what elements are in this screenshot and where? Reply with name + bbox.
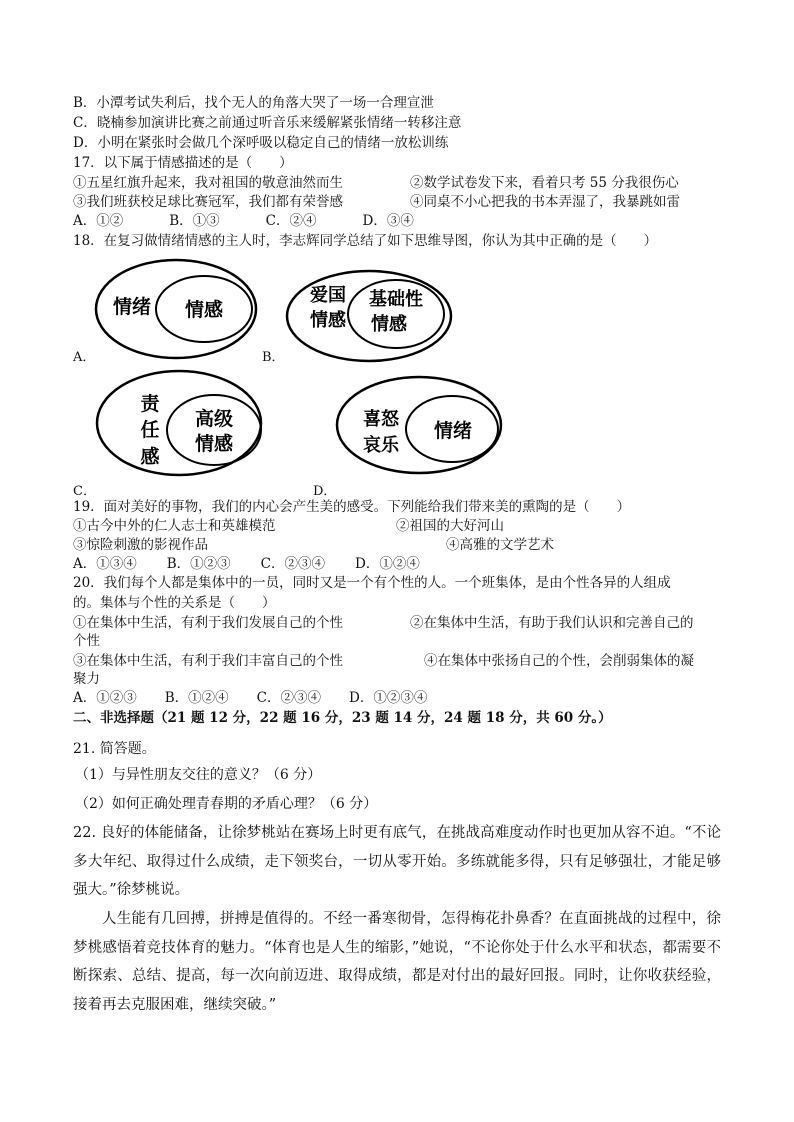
q21-stem: 21. 简答题。 bbox=[73, 741, 156, 757]
q19-item-1: ①古今中外的仁人志士和英雄模范 bbox=[73, 518, 276, 534]
q20-item-4: ④在集体中张扬自己的个性，会削弱集体的凝 bbox=[424, 653, 694, 669]
q19-option-c: C．②③④ bbox=[260, 556, 326, 572]
q17-item-row2 bbox=[73, 193, 680, 211]
q20-option-c: C．②③④ bbox=[256, 690, 322, 706]
q20-stem-line2: 的。集体与个性的关系是（ ） bbox=[73, 595, 276, 611]
q19-option-d: D．①②④ bbox=[355, 556, 420, 572]
q17-item-4: ④同桌不小心把我的书本弄湿了，我暴跳如雷 bbox=[410, 194, 680, 210]
q17-option-a: A．①② bbox=[73, 213, 124, 229]
section-2-title: 二、非选择题（21 题 12 分，22 题 16 分，23 题 14 分，24 题 18 分，共 60 分。） bbox=[73, 710, 612, 726]
q17-option-d: D．③④ bbox=[362, 213, 414, 229]
q16-option-b: B．小潭考试失利后，找个无人的角落大哭了一场一合理宣泄 bbox=[73, 95, 434, 111]
q18-stem: 18．在复习做情绪情感的主人时，李志辉同学总结了如下思维导图，你认为其中正确的是（ ） bbox=[73, 233, 658, 249]
diagram-d-outer-circle bbox=[337, 377, 501, 473]
q19-item-3: ③惊险刺激的影视作品 bbox=[73, 537, 208, 553]
q19-options bbox=[73, 555, 450, 573]
diagram-c-inner-label-1: 高级 bbox=[194, 408, 234, 430]
q17-item-row1 bbox=[73, 174, 679, 192]
q17-item-2: ②数学试卷发下来，看着只考 55 分我很伤心 bbox=[410, 175, 679, 191]
q20-item-row1 bbox=[73, 614, 694, 632]
diagram-c-outer-label-3: 感 bbox=[140, 446, 160, 468]
diagram-d bbox=[333, 374, 505, 476]
diagram-d-outer-label-1: 喜怒 bbox=[363, 409, 399, 430]
q17-option-c: C．②④ bbox=[265, 213, 317, 229]
diagram-c-outer-label-1: 责 bbox=[140, 393, 160, 415]
diagram-b-inner-label-1: 基础性 bbox=[369, 289, 423, 310]
diagram-b-inner-label-2: 情感 bbox=[371, 314, 407, 335]
diagram-b-outer-label-1: 爱国 bbox=[310, 285, 346, 306]
q22-paragraph-1: 22. 良好的体能储备，让徐梦桃站在赛场上时更有底气，在挑战高难度动作时也更加从容不迫。“不论多大年纪、取得过什么成绩，走下领奖台，一切从零开始。多练就能多得，只有足够强壮，才能足够强大。”徐梦桃说。 bbox=[73, 825, 721, 898]
q17-option-b: B．①③ bbox=[169, 213, 220, 229]
diagram-c-inner-label-2: 情感 bbox=[194, 433, 234, 455]
q19-stem: 19．面对美好的事物，我们的内心会产生美的感受。下列能给我们带来美的熏陶的是（ ） bbox=[73, 499, 631, 515]
q17-item-3: ③我们班获校足球比赛冠军，我们都有荣誉感 bbox=[73, 194, 343, 210]
q20-stem-line1: 20．我们每个人都是集体中的一员，同时又是一个有个性的人。一个班集体，是由个性各异的人组成 bbox=[73, 575, 671, 591]
q20-item-4-cont: 聚力 bbox=[73, 671, 100, 687]
diagram-c bbox=[93, 368, 265, 478]
q21-sub-2: （2）如何正确处理青春期的矛盾心理？（6 分） bbox=[75, 796, 378, 812]
diagram-d-outer-label-2: 哀乐 bbox=[363, 435, 399, 456]
q20-item-row2 bbox=[73, 652, 694, 670]
q20-item-3: ③在集体中生活，有利于我们丰富自己的个性 bbox=[73, 653, 343, 669]
diagram-b-letter: B． bbox=[262, 350, 285, 365]
diagram-a-inner-label: 情感 bbox=[184, 299, 224, 321]
q17-item-1: ①五星红旗升起来，我对祖国的敬意油然而生 bbox=[73, 175, 343, 191]
diagram-b bbox=[283, 268, 455, 366]
q20-option-b: B．①②④ bbox=[164, 690, 229, 706]
q16-option-d: D．小明在紧张时会做几个深呼吸以稳定自己的情绪一放松训练 bbox=[73, 135, 449, 151]
q20-item-2: ②在集体中生活，有助于我们认识和完善自己的 bbox=[410, 615, 694, 631]
diagram-c-outer-label-2: 任 bbox=[140, 419, 160, 441]
diagram-c-letter: C． bbox=[73, 484, 96, 499]
q20-option-a: A．①②③ bbox=[73, 690, 137, 706]
q20-option-d: D．①②③④ bbox=[349, 690, 428, 706]
diagram-c-outer-circle bbox=[97, 371, 261, 475]
q20-item-2-cont: 个性 bbox=[73, 633, 100, 649]
q20-options bbox=[73, 689, 473, 707]
q19-option-a: A．①③④ bbox=[73, 556, 137, 572]
q20-item-1: ①在集体中生活，有利于我们发展自己的个性 bbox=[73, 615, 343, 631]
q17-stem: 17．以下属于情感描述的是（ ） bbox=[73, 155, 293, 171]
diagram-a-outer-label: 情绪 bbox=[112, 296, 152, 318]
q16-option-c: C．晓楠参加演讲比赛之前通过听音乐来缓解紧张情绪一转移注意 bbox=[73, 115, 462, 131]
q19-item-row1 bbox=[73, 517, 504, 535]
diagram-d-inner-label: 情绪 bbox=[433, 420, 473, 442]
diagram-a bbox=[94, 258, 259, 360]
q17-options bbox=[73, 212, 460, 230]
q19-item-2: ②祖国的大好河山 bbox=[396, 518, 504, 534]
diagram-b-outer-label-2: 情感 bbox=[310, 310, 346, 331]
q22-paragraph-2: 人生能有几回搏，拼搏是值得的。不经一番寒彻骨，怎得梅花扑鼻香？在直面挑战的过程中，徐梦桃感悟着竞技体育的魅力。“体育也是人生的缩影，”她说，“不论你处于什么水平和状态，都需要不断探索、总结、提高，每一次向前迈进、取得成绩，都是对付出的最好回报。同时，让你收获经验，接着再去克服困难，继续突破。” bbox=[73, 911, 721, 1013]
diagram-d-letter: D． bbox=[313, 484, 337, 499]
diagram-a-letter: A． bbox=[73, 350, 96, 365]
q21-sub-1: （1）与异性朋友交往的意义？（6 分） bbox=[75, 767, 322, 783]
q19-item-4: ④高雅的文学艺术 bbox=[446, 537, 554, 553]
q19-item-row2 bbox=[73, 536, 554, 554]
q19-option-b: B．①②③ bbox=[166, 556, 231, 572]
